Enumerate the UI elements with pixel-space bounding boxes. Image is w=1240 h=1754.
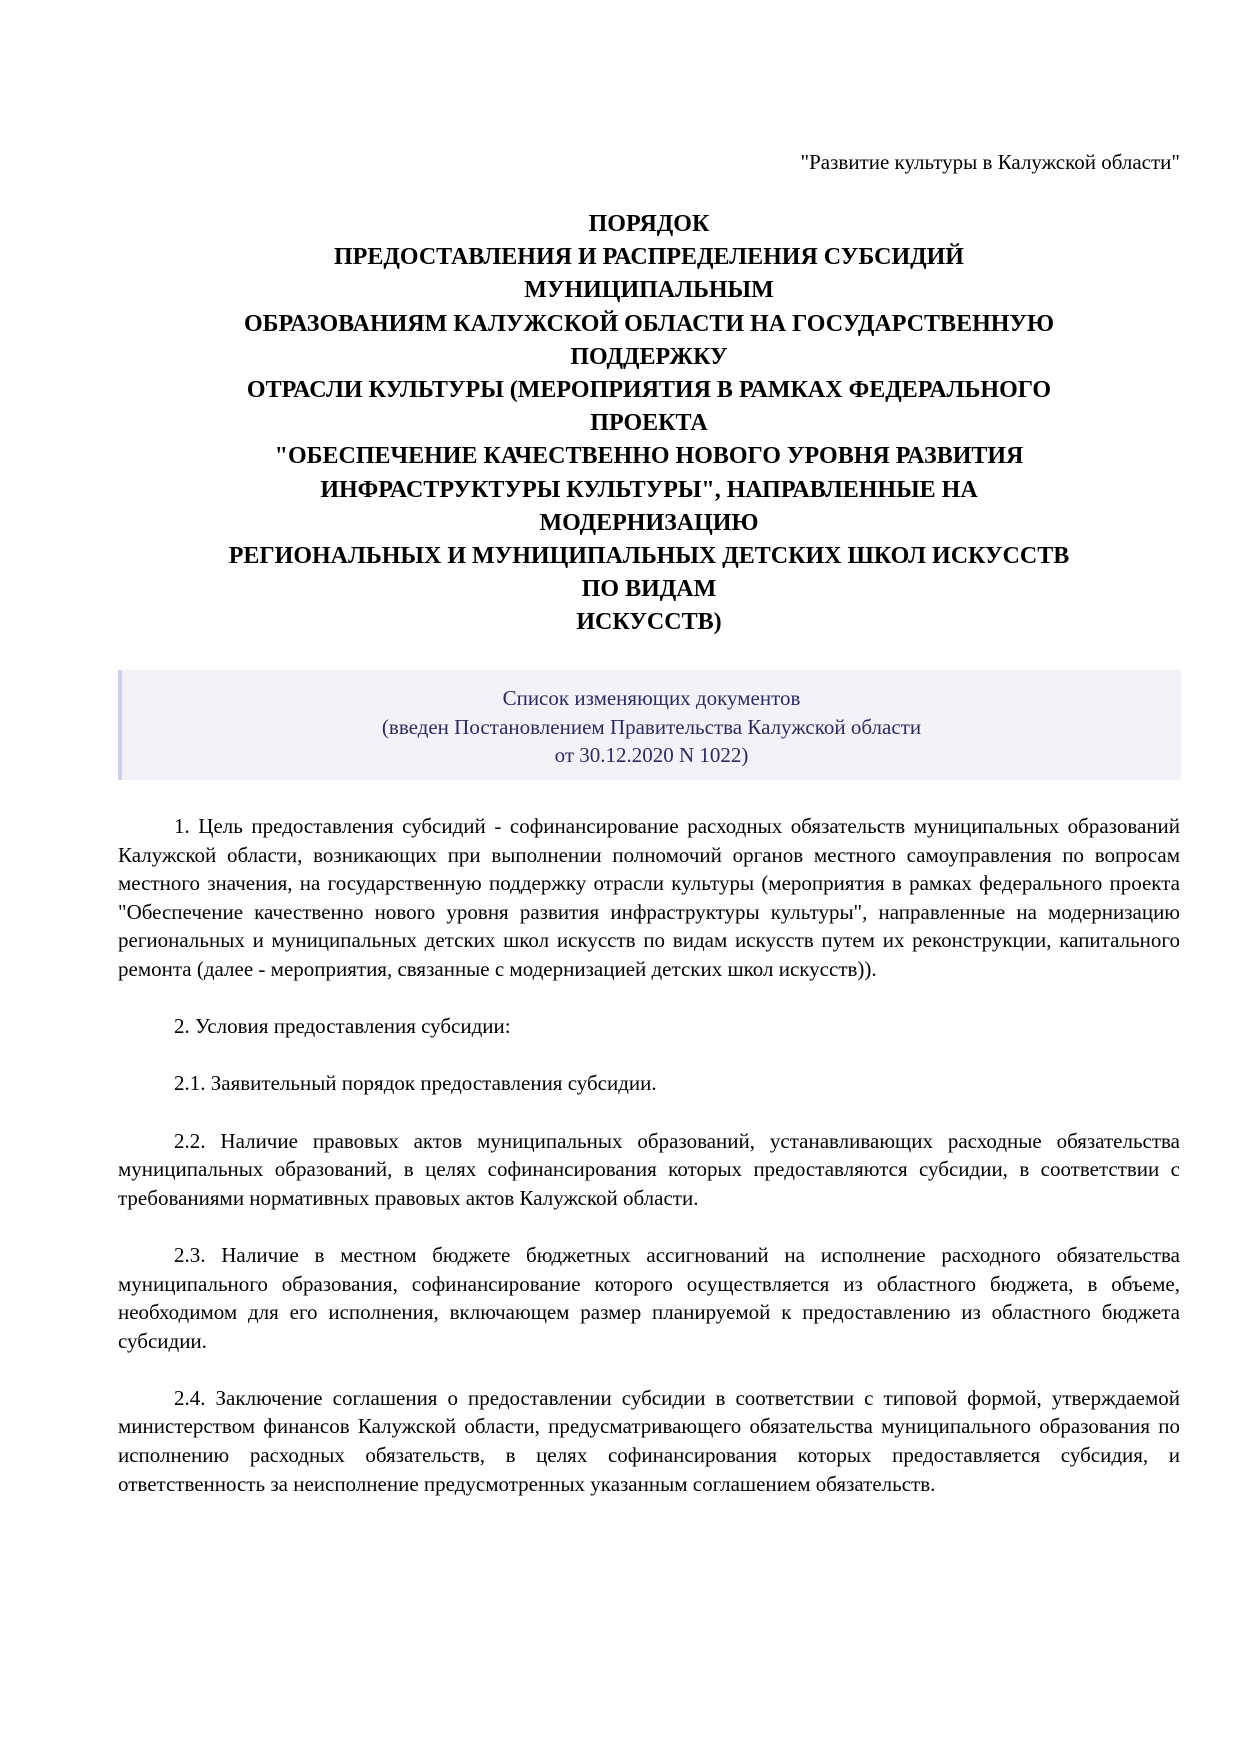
title-line: ПОДДЕРЖКУ (570, 343, 728, 370)
paragraph: 2.1. Заявительный порядок предоставления субсидии. (174, 1071, 657, 1096)
title-line: ИСКУССТВ) (576, 609, 722, 636)
amendments-box (118, 670, 1181, 780)
title-line: "ОБЕСПЕЧЕНИЕ КАЧЕСТВЕННО НОВОГО УРОВНЯ РАЗВИТИЯ (274, 443, 1024, 470)
title-line: МУНИЦИПАЛЬНЫМ (524, 277, 774, 304)
paragraph: 1. Цель предоставления субсидий - софинансирование расходных обязательств муниципальных образований Калужской области, возникающих при выполнении полномочий органов местного самоуправления по вопросам местного значения, на государственную поддержку отрасли культуры (мероприятия в рамках федерального проекта "Обеспечение качественно нового уровня развития инфраструктуры культуры", направленные на модернизацию региональных и муниципальных детских школ искусств по видам искусств путем их реконструкции, капитального ремонта (далее - мероприятия, связанные с модернизацией детских школ искусств)). (118, 814, 1180, 981)
title-line: ПОРЯДОК (588, 211, 710, 237)
paragraph: 2.2. Наличие правовых актов муниципальных образований, устанавливающих расходные обязательства муниципальных образований, в целях софинансирования которых предоставляются субсидии, в соответствии с требованиями нормативных правовых актов Калужской области. (118, 1128, 1180, 1210)
title-line: ИНФРАСТРУКТУРЫ КУЛЬТУРЫ", НАПРАВЛЕННЫЕ НА (320, 476, 978, 503)
title-line: ПРЕДОСТАВЛЕНИЯ И РАСПРЕДЕЛЕНИЯ СУБСИДИЙ (334, 244, 964, 271)
title-line: ОТРАСЛИ КУЛЬТУРЫ (МЕРОПРИЯТИЯ В РАМКАХ ФЕДЕРАЛЬНОГО (246, 377, 1052, 404)
title-line: ПРОЕКТА (590, 410, 708, 437)
title-line: ПО ВИДАМ (581, 576, 717, 603)
program-name-note: "Развитие культуры в Калужской области" (800, 150, 1180, 174)
document-body (118, 812, 1180, 1527)
amendments-date: от 30.12.2020 N 1022) (554, 743, 749, 767)
amendments-source: (введен Постановлением Правительства Калужской области (381, 714, 922, 739)
title-line: ОБРАЗОВАНИЯМ КАЛУЖСКОЙ ОБЛАСТИ НА ГОСУДАРСТВЕННУЮ (243, 310, 1055, 337)
paragraph: 2.4. Заключение соглашения о предоставлении субсидии в соответствии с типовой формой, утверждаемой министерством финансов Калужской области, предусматривающего обязательства муниципального образования по исполнению расходных обязательств, в целях софинансирования которых предоставляется субсидия, и ответственность за неисполнение предусмотренных указанным соглашением обязательств. (118, 1385, 1180, 1496)
title-line: РЕГИОНАЛЬНЫХ И МУНИЦИПАЛЬНЫХ ДЕТСКИХ ШКОЛ ИСКУССТВ (228, 543, 1070, 570)
title-line: МОДЕРНИЗАЦИЮ (539, 509, 759, 536)
document-title (118, 208, 1180, 640)
paragraph: 2. Условия предоставления субсидии: (174, 1014, 511, 1039)
paragraph: 2.3. Наличие в местном бюджете бюджетных ассигнований на исполнение расходного обязательства муниципального образования, софинансирование которого осуществляется из областного бюджета, в объеме, необходимом для его исполнения, включающем размер планируемой к предоставлению из областного бюджета субсидии. (118, 1242, 1180, 1353)
amendments-heading: Список изменяющих документов (502, 686, 801, 710)
